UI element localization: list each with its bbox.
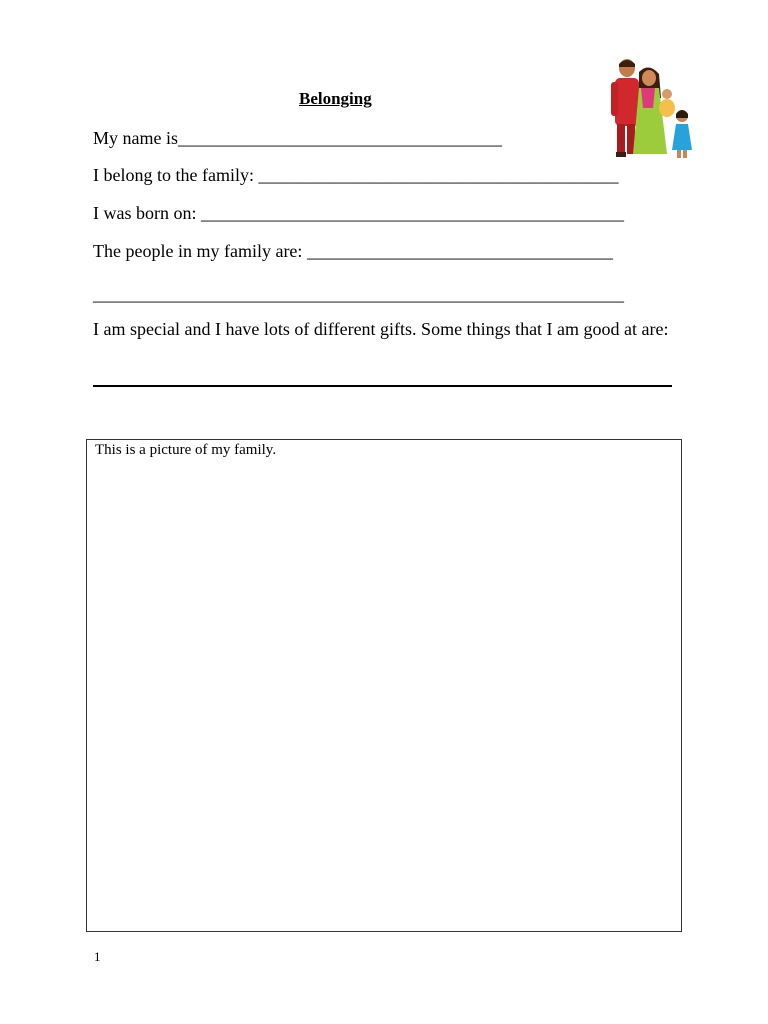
- page-number: 1: [94, 949, 101, 964]
- family-blank[interactable]: ________________________________________: [258, 165, 619, 185]
- family-illustration-icon: [603, 58, 693, 160]
- name-field-row: [93, 127, 502, 149]
- family-field-row: [93, 164, 618, 186]
- people-blank[interactable]: __________________________________: [306, 241, 613, 261]
- gifts-prompt: I am special and I have lots of different gifts. Some things that I am good at are:: [93, 319, 669, 339]
- family-picture-box[interactable]: [86, 439, 682, 932]
- people-label: The people in my family are:: [93, 241, 307, 261]
- name-label: My name is: [93, 128, 178, 148]
- gifts-answer-line[interactable]: [93, 385, 672, 387]
- born-blank[interactable]: _______________________________________________: [200, 203, 624, 223]
- born-field-row: [93, 202, 624, 224]
- page-title: Belonging: [299, 89, 372, 108]
- born-label: I was born on:: [93, 203, 201, 223]
- name-blank[interactable]: ____________________________________: [178, 128, 502, 148]
- people-field-row: [93, 240, 613, 262]
- people-continuation-blank[interactable]: ___________________________________________________________: [93, 284, 624, 304]
- family-label: I belong to the family:: [93, 165, 259, 185]
- picture-box-caption: This is a picture of my family.: [95, 442, 277, 458]
